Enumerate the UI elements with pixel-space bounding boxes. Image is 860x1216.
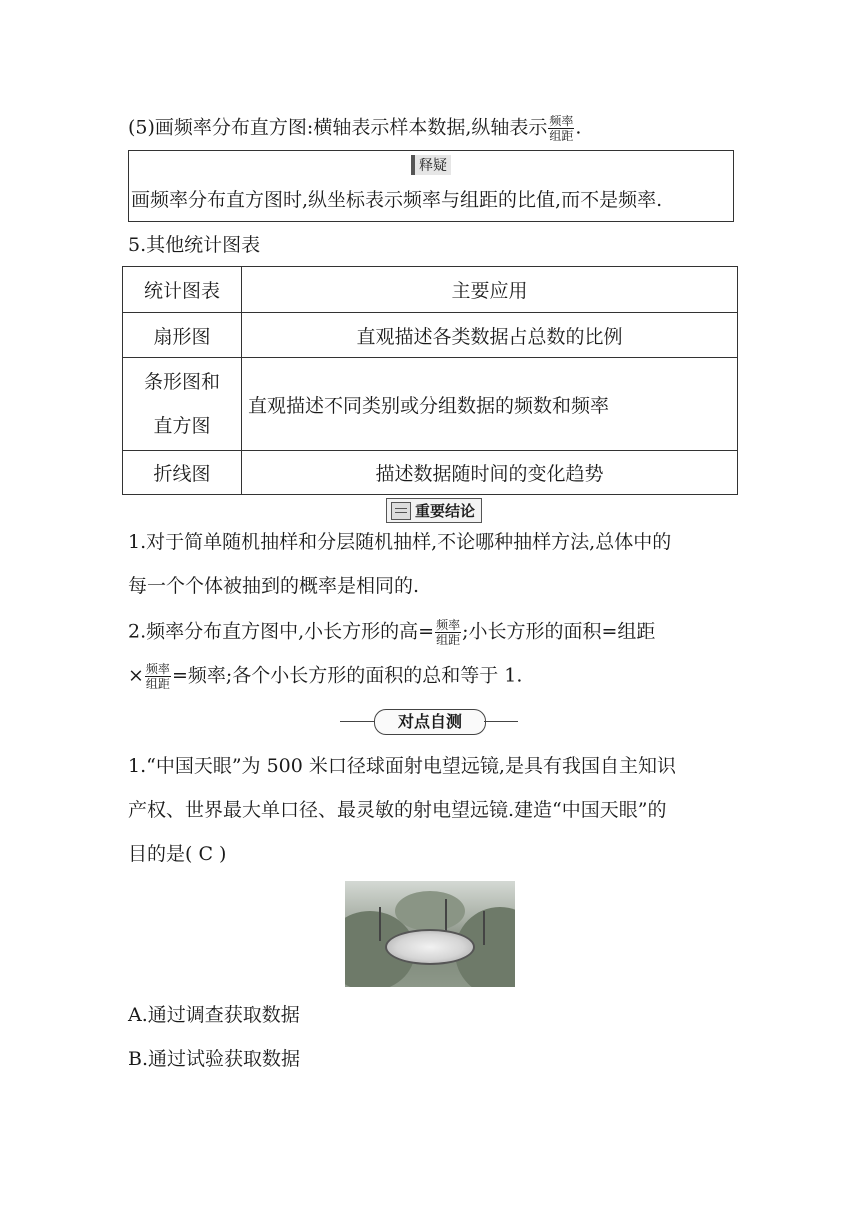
- tower-shape: [445, 899, 447, 933]
- fraction-numerator: 频率: [549, 114, 574, 128]
- multiply-sign: ×: [128, 664, 144, 687]
- fraction: [435, 618, 461, 647]
- step5-end: .: [575, 116, 582, 139]
- fraction: [548, 114, 574, 143]
- explain-box: [128, 150, 734, 222]
- option-b: B.通过试验获取数据: [128, 1048, 301, 1070]
- table-cell: 直观描述不同类别或分组数据的频数和频率: [242, 358, 738, 451]
- self-test-banner: [340, 707, 520, 735]
- question1-line2: 产权、世界最大单口径、最灵敏的射电望远镜.建造“中国天眼”的: [128, 799, 667, 821]
- table-header-cell: 统计图表: [123, 267, 242, 313]
- table-cell: 描述数据随时间的变化趋势: [242, 451, 738, 495]
- notes-icon: [391, 502, 411, 520]
- conclusion2-line2: [128, 662, 522, 691]
- fraction-denominator: 组距: [145, 677, 170, 691]
- fraction-numerator: 频率: [145, 662, 170, 676]
- table-header-cell: 主要应用: [242, 267, 738, 313]
- fraction: [145, 662, 171, 691]
- explain-box-title: 释疑: [411, 155, 451, 175]
- fraction-denominator: 组距: [436, 633, 461, 647]
- telescope-photo: [345, 881, 515, 987]
- stats-table: [122, 266, 738, 495]
- hill-shape: [395, 891, 465, 931]
- fraction-numerator: 频率: [436, 618, 461, 632]
- table-row: [123, 313, 738, 358]
- question1-line1: 1.“中国天眼”为 500 米口径球面射电望远镜,是具有我国自主知识: [128, 755, 676, 777]
- step5-text: (5)画频率分布直方图:横轴表示样本数据,纵轴表示: [128, 116, 548, 139]
- conclusion2-text: ;小长方形的面积=组距: [462, 620, 656, 643]
- table-cell: 折线图: [123, 451, 242, 495]
- self-test-banner-label: 对点自测: [374, 709, 486, 735]
- table-cell-line: 直方图: [153, 415, 211, 437]
- table-cell: 直观描述各类数据占总数的比例: [242, 313, 738, 358]
- table-cell: 扇形图: [123, 313, 242, 358]
- divider: [340, 721, 374, 722]
- conclusion-banner: [386, 498, 482, 523]
- option-a: A.通过调查获取数据: [128, 1004, 300, 1026]
- divider: [484, 721, 518, 722]
- tower-shape: [379, 907, 381, 941]
- table-row: [123, 451, 738, 495]
- conclusion1-line1: 1.对于简单随机抽样和分层随机抽样,不论哪种抽样方法,总体中的: [128, 531, 672, 553]
- conclusion2-line1: [128, 618, 655, 647]
- question1-line3: 目的是( C ): [128, 843, 227, 865]
- fraction-denominator: 组距: [549, 129, 574, 143]
- conclusion-banner-label: 重要结论: [415, 502, 476, 520]
- table-cell-line: 条形图和: [143, 371, 220, 393]
- table-header-row: [123, 267, 738, 313]
- conclusion2-text: 2.频率分布直方图中,小长方形的高=: [128, 620, 435, 643]
- conclusion2-text: =频率;各个小长方形的面积的总和等于 1.: [171, 664, 523, 687]
- conclusion1-line2: 每一个个体被抽到的概率是相同的.: [128, 575, 420, 597]
- tower-shape: [483, 911, 485, 945]
- table-cell: [123, 358, 242, 451]
- step5-line: [128, 114, 581, 143]
- table-row: [123, 358, 738, 451]
- section-title: 5.其他统计图表: [128, 234, 261, 256]
- dish-shape: [385, 929, 475, 965]
- explain-box-text: 画频率分布直方图时,纵坐标表示频率与组距的比值,而不是频率.: [131, 189, 663, 211]
